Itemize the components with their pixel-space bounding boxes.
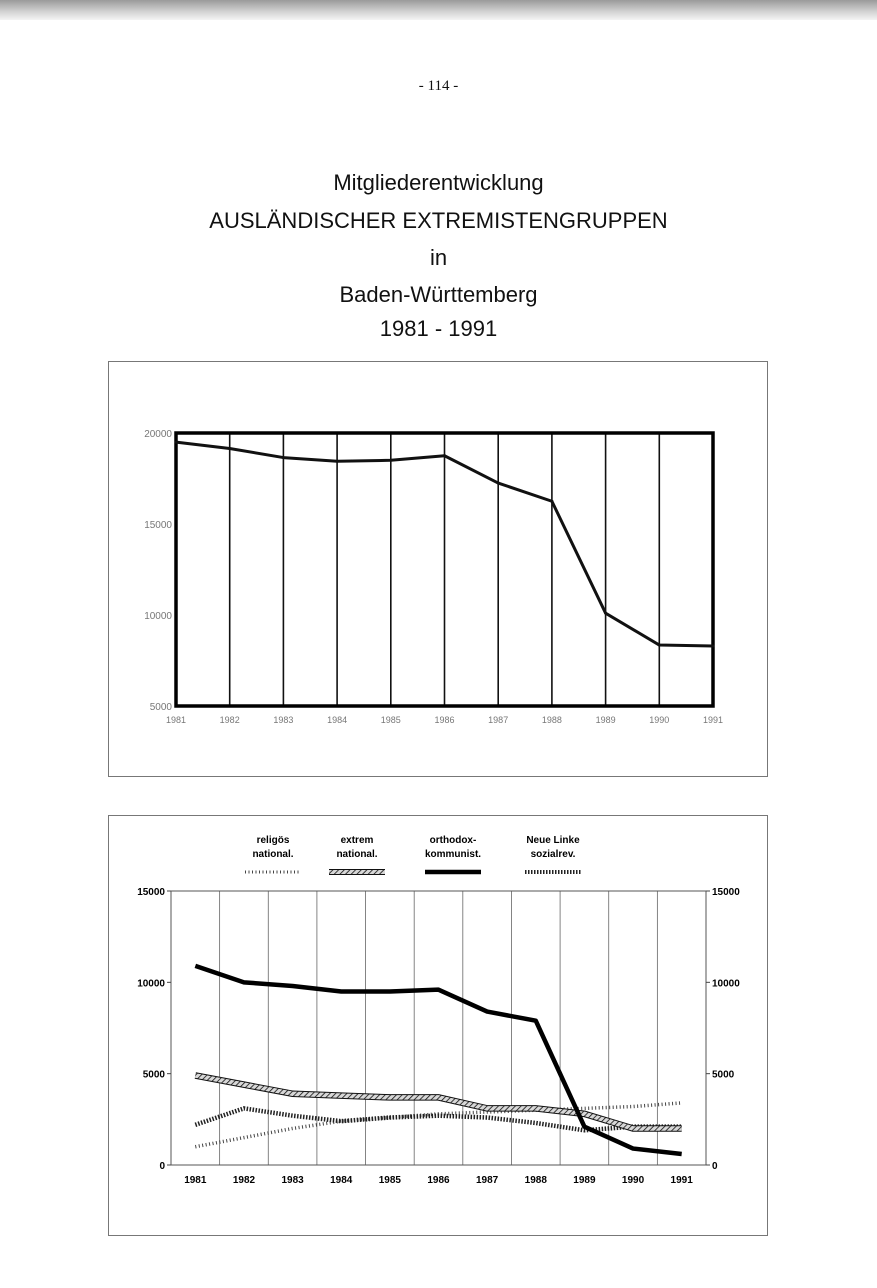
chart2-y-tick-label-right: 15000 (712, 887, 740, 898)
chart1-data-point (550, 500, 553, 503)
chart1-x-tick-label: 1987 (488, 715, 509, 725)
chart1-panel (108, 361, 768, 777)
chart1-x-tick-label: 1981 (165, 715, 187, 725)
chart2-x-tick-label: 1982 (232, 1175, 256, 1186)
chart2-y-tick-label-left: 15000 (137, 887, 165, 898)
chart2-legend-label-line2: kommunist. (424, 849, 482, 860)
chart2-svg (109, 816, 767, 1235)
chart1-x-tick-label: 1984 (327, 715, 348, 725)
chart2-x-tick-label: 1984 (330, 1175, 353, 1186)
chart2-panel (108, 815, 768, 1236)
title-line-5: 1981 - 1991 (379, 316, 498, 341)
chart2-y-tick-label-left: 10000 (137, 978, 165, 990)
chart2-legend-label-line1: religös (256, 835, 290, 846)
chart2-x-tick-label: 1981 (184, 1175, 207, 1186)
chart1-svg (109, 362, 767, 776)
chart1-data-point (336, 460, 339, 463)
scan-shadow (0, 0, 877, 20)
chart1-data-point (228, 447, 231, 450)
chart1-x-tick-label: 1989 (595, 715, 616, 725)
title-line-3: in (429, 245, 448, 270)
chart2-legend-label-line2: sozialrev. (530, 849, 576, 860)
chart2-x-tick-label: 1983 (281, 1175, 304, 1186)
chart1-y-tick-label: 20000 (144, 429, 172, 440)
chart2-x-tick-label: 1990 (621, 1175, 645, 1186)
chart2-legend-label-line2: national. (336, 849, 378, 860)
chart1-data-point (604, 612, 607, 615)
chart1-data-point (443, 454, 446, 457)
chart2-y-tick-label-right: 10000 (712, 978, 740, 990)
title-line-1: Mitgliederentwicklung (333, 170, 544, 195)
chart2-x-tick-label: 1991 (670, 1175, 693, 1186)
chart2-y-tick-label-right: 5000 (712, 1069, 735, 1081)
chart1-x-tick-label: 1983 (273, 715, 294, 725)
chart1-x-tick-label: 1982 (219, 715, 240, 725)
chart1-data-point (497, 482, 500, 485)
chart1-x-tick-label: 1986 (434, 715, 455, 725)
chart1-data-point (175, 441, 178, 444)
chart2-y-tick-label-right: 0 (712, 1161, 718, 1172)
chart1-data-point (389, 459, 392, 462)
page-number: - 114 - (418, 78, 459, 94)
chart2-legend-label-line1: Neue Linke (526, 835, 580, 846)
chart2-legend-label-line1: extrem (340, 835, 374, 846)
chart1-y-tick-label: 15000 (144, 520, 172, 531)
chart1-y-tick-label: 5000 (149, 702, 172, 713)
chart2-legend-label-line1: orthodox- (429, 835, 477, 846)
chart1-x-tick-label: 1985 (380, 715, 401, 725)
chart2-y-tick-label-left: 0 (159, 1161, 165, 1172)
chart2-x-tick-label: 1989 (573, 1175, 596, 1186)
chart2-x-tick-label: 1986 (427, 1175, 450, 1186)
chart1-x-tick-label: 1991 (702, 715, 724, 725)
chart1-data-point (658, 644, 661, 647)
chart2-x-tick-label: 1985 (378, 1175, 401, 1186)
chart1-x-tick-label: 1988 (541, 715, 562, 725)
chart1-data-point (712, 644, 715, 647)
chart2-legend-label-line2: national. (252, 849, 294, 860)
chart2-y-tick-label-left: 5000 (142, 1069, 165, 1081)
chart2-x-tick-label: 1987 (476, 1175, 499, 1186)
title-line-4: Baden-Württemberg (339, 282, 538, 307)
chart1-y-tick-label: 10000 (144, 611, 172, 622)
title-line-2: AUSLÄNDISCHER EXTREMISTENGRUPPEN (209, 208, 668, 233)
chart1-data-point (282, 456, 285, 459)
chart1-x-tick-label: 1990 (649, 715, 670, 725)
chart2-x-tick-label: 1988 (524, 1175, 547, 1186)
